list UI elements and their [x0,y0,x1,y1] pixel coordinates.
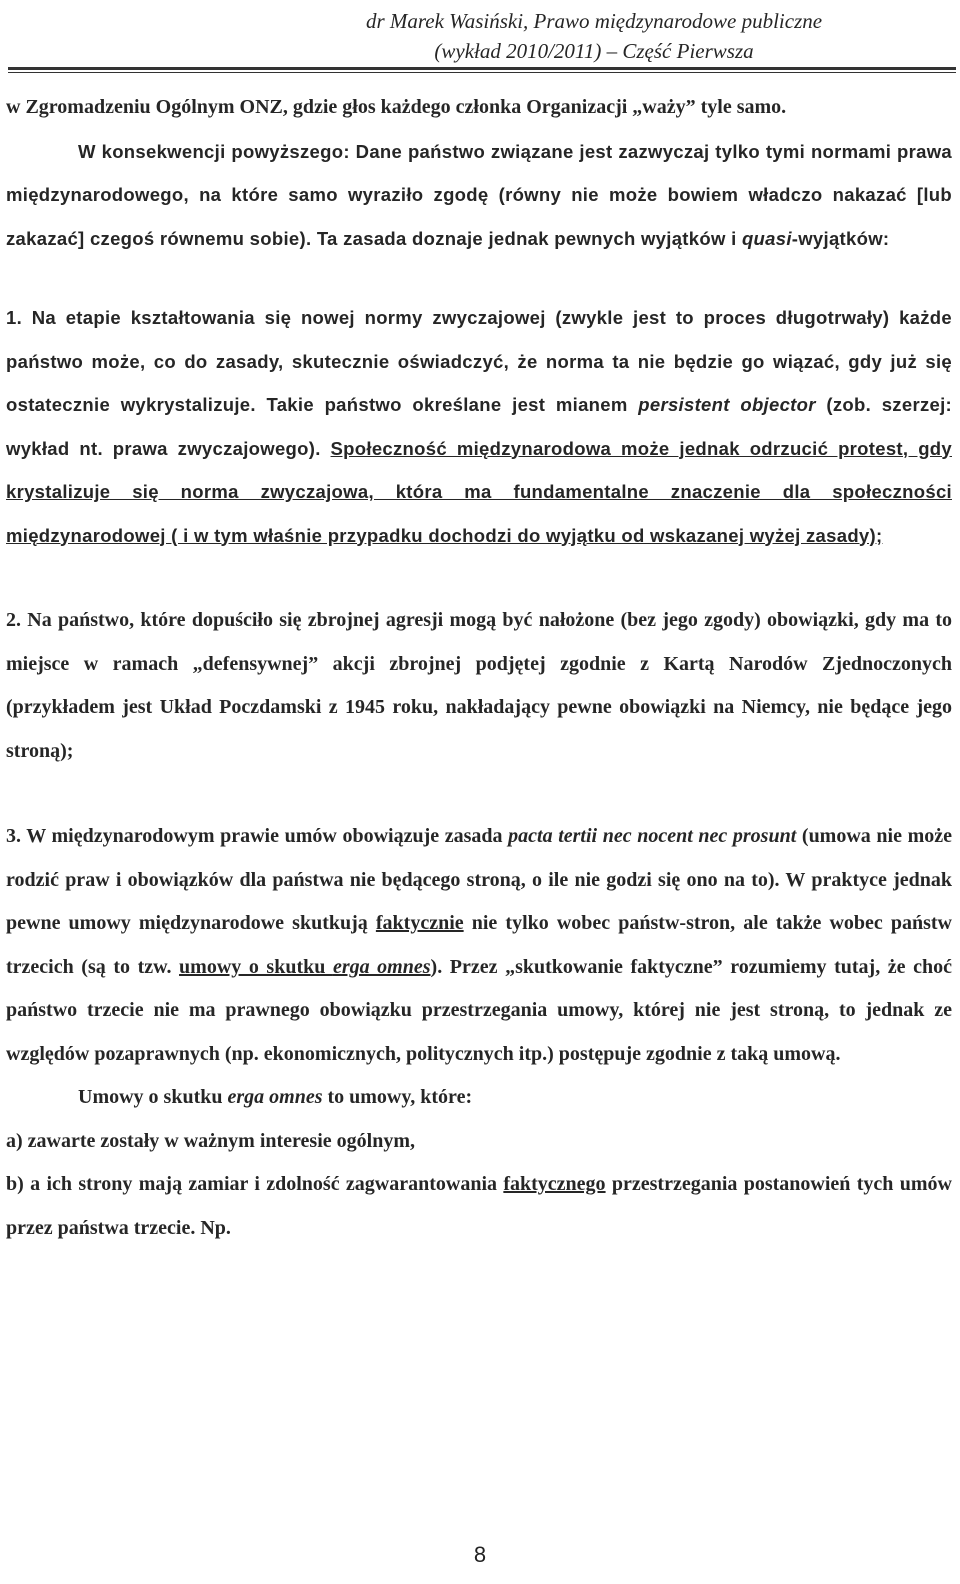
header-rule-thin [8,72,956,73]
running-header [244,6,944,66]
page-number: 8 [473,1542,487,1567]
paragraph-erga-omnes-definition: Umowy o skutku erga omnes to umowy, które: [78,1086,473,1108]
header-line-2: (wykład 2010/2011) – Część Pierwsza [434,39,754,63]
paragraph-exception-2: 2. Na państwo, które dopuściło się zbrojnej agresji mogą być nałożone (bez jego zgody) obowiązki, gdy ma to miejsce w ramach „defensywnej” akcji zbrojnej podjętej zgodnie z Kartą Narodów Zjednoczonych (przykładem jest Układ Poczdamski z 1945 roku, nakładający pewne obowiązki na Niemcy, nie będące jego stroną); [6,609,952,762]
underlined-passage: Społeczność międzynarodowa może jednak odrzucić protest, gdy krystalizuje się norma zwyczajowa, która ma fundamentalne znaczenie dla społeczności międzynarodowej ( i w tym właśnie przypadku dochodzi do wyjątku od wskazanej wyżej zasady); [6,437,952,546]
header-line-1: dr Marek Wasiński, Prawo międzynarodowe publiczne [365,9,823,33]
paragraph-un-assembly: w Zgromadzeniu Ogólnym ONZ, gdzie głos każdego członka Organizacji „waży” tyle samo. [6,96,787,118]
body-text [6,86,952,1250]
paragraph-exception-3: 3. W międzynarodowym prawie umów obowiązuje zasada pacta tertii nec nocent nec prosunt (umowa nie może rodzić praw i obowiązków dla państwa nie będącego stroną, o ile nie godzi się ono na to). W praktyce jednak pewne umowy międzynarodowe skutkują faktycznie nie tylko wobec państw-stron, ale także wobec państw trzecich (są to tzw. umowy o skutku erga omnes). Przez „skutkowanie faktyczne” rozumiemy tutaj, że choć państwo trzecie nie ma prawnego obowiązku przestrzegania umowy, której nie jest stroną, to jednak ze względów pozaprawnych (np. ekonomicznych, politycznych itp.) postępuje zgodnie z taką umową. [6,825,953,1065]
list-item-a: a) zawarte zostały w ważnym interesie ogólnym, [6,1129,415,1152]
paragraph-exception-1: 1. Na etapie kształtowania się nowej normy zwyczajowej (zwykle jest to proces długotrwały) każde państwo może, co do zasady, skutecznie oświadczyć, że norma ta nie będzie go wiązać, gdy już się ostatecznie wykrystalizuje. Takie państwo określane jest mianem persistent objector (zob. szerzej: wykład nt. prawa zwyczajowego). Społeczność międzynarodowa może jednak odrzucić protest, gdy krystalizuje się norma zwyczajowa, która ma fundamentalne znaczenie dla społeczności międzynarodowej ( i w tym właśnie przypadku dochodzi do wyjątku od wskazanej wyżej zasady); [6,307,952,546]
header-rule-thick [8,67,956,70]
list-item-b: b) a ich strony mają zamiar i zdolność zagwarantowania faktycznego przestrzegania postanowień tych umów przez państwa trzecie. Np. [6,1173,952,1239]
paragraph-consent-rule: W konsekwencji powyższego: Dane państwo związane jest zazwyczaj tylko tymi normami prawa międzynarodowego, na które samo wyraziło zgodę (równy nie może bowiem władczo nakazać [lub zakazać] czegoś równemu sobie). Ta zasada doznaje jednak pewnych wyjątków i quasi-wyjątków: [6,140,952,249]
